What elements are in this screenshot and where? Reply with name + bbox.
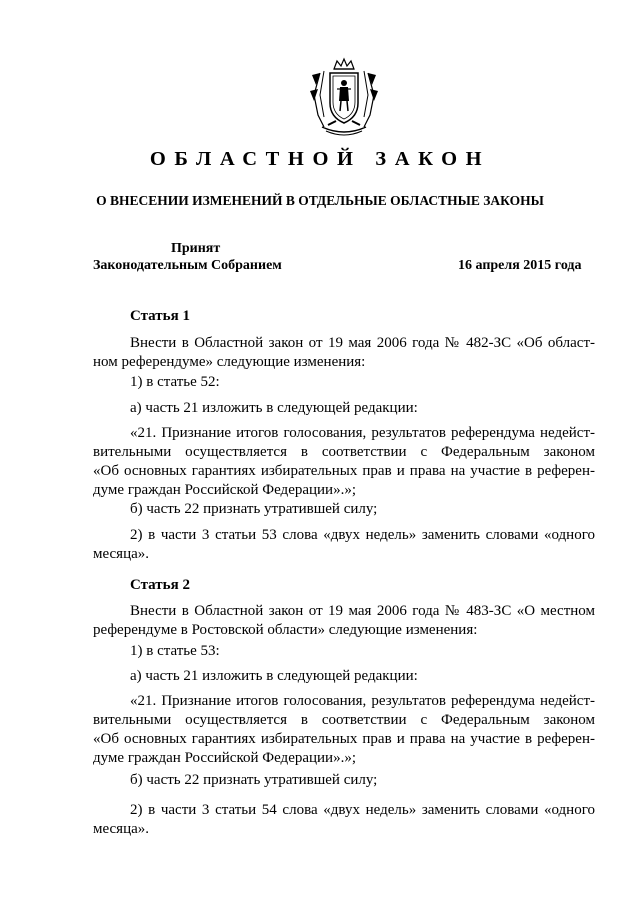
article-1-intro (93, 334, 595, 372)
paragraph-line: вительными осуществляется в соответствии с Федеральным законом (93, 712, 595, 728)
paragraph-line: а) часть 21 изложить в следующей редакции: (130, 668, 418, 684)
paragraph-line: «Об основных гарантиях избирательных прав и права на участие в референ- (93, 463, 595, 479)
article-2-quote (93, 692, 595, 768)
paragraph-line: 2) в части 3 статьи 53 слова «двух недель» заменить словами «одного (130, 527, 595, 543)
article-2-item-2 (93, 801, 595, 839)
law-subtitle: О ВНЕСЕНИИ ИЗМЕНЕНИЙ В ОТДЕЛЬНЫЕ ОБЛАСТНЫЕ ЗАКОНЫ (96, 193, 544, 208)
paragraph-line: месяца». (93, 821, 150, 837)
paragraph-line: «21. Признание итогов голосования, результатов референдума недейст- (130, 425, 595, 441)
article-1-item-1a (93, 399, 595, 418)
paragraph-line: думе граждан Российской Федерации».»; (93, 750, 357, 766)
article-2-item-1a (93, 667, 595, 686)
paragraph-line: б) часть 22 признать утратившей силу; (130, 501, 378, 517)
paragraph-line: «Об основных гарантиях избирательных прав и права на участие в референ- (93, 731, 595, 747)
paragraph-line: Внести в Областной закон от 19 мая 2006 года № 483-ЗС «О местном (130, 603, 595, 619)
adopted-label: Принят (171, 241, 221, 256)
paragraph-line: месяца». (93, 546, 150, 562)
article-1-item-2 (93, 526, 595, 564)
paragraph-line: вительными осуществляется в соответствии с Федеральным законом (93, 444, 595, 460)
article-1-quote (93, 424, 595, 500)
law-title: ОБЛАСТНОЙ ЗАКОН (149, 148, 491, 170)
article-1-item-1b (93, 500, 595, 519)
paragraph-line: а) часть 21 изложить в следующей редакции: (130, 400, 418, 416)
adopted-by: Законодательным Собранием (93, 258, 282, 273)
paragraph-line: 1) в статье 53: (130, 643, 220, 659)
article-1-item-1 (93, 373, 595, 392)
article-1-heading: Статья 1 (130, 308, 190, 324)
article-2 (93, 576, 595, 595)
paragraph-line: 1) в статье 52: (130, 374, 220, 390)
coat-of-arms-icon (306, 55, 382, 139)
article-2-intro (93, 602, 595, 640)
article-2-item-1 (93, 642, 595, 661)
paragraph-line: думе граждан Российской Федерации».»; (93, 482, 357, 498)
paragraph-line: б) часть 22 признать утратившей силу; (130, 772, 378, 788)
paragraph-line: «21. Признание итогов голосования, результатов референдума недейст- (130, 693, 595, 709)
article-1 (93, 307, 595, 326)
article-2-item-1b (93, 771, 595, 790)
adopted-date: 16 апреля 2015 года (458, 258, 582, 273)
paragraph-line: 2) в части 3 статьи 54 слова «двух недель» заменить словами «одного (130, 802, 595, 818)
paragraph-line: Внести в Областной закон от 19 мая 2006 года № 482-ЗС «Об област- (130, 335, 595, 351)
paragraph-line: референдуме в Ростовской области» следующие изменения: (93, 622, 478, 638)
paragraph-line: ном референдуме» следующие изменения: (93, 354, 366, 370)
article-2-heading: Статья 2 (130, 577, 190, 593)
